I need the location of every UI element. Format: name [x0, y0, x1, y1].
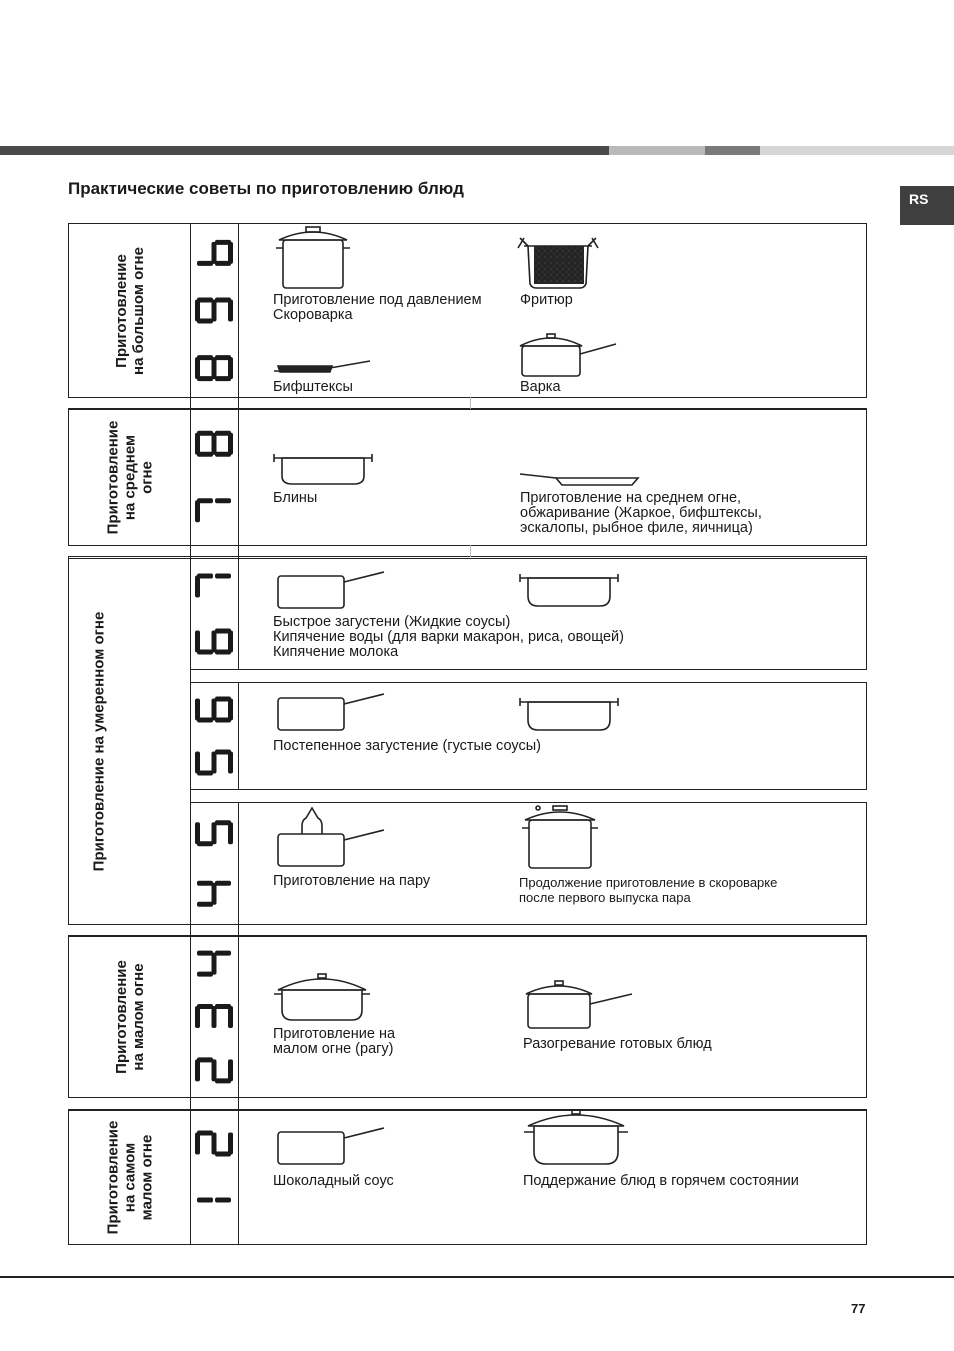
section-separator	[68, 545, 867, 557]
category-moderate-heat: Приготовление на умеренном огне	[90, 611, 108, 872]
item-label: Постепенное загустение (густые соусы)	[273, 738, 541, 754]
item-label: Варка	[520, 379, 561, 395]
item-label: Блины	[273, 490, 318, 506]
item-label: Приготовление на среднем огне, обжаривание (Жаркое, бифштексы, эскалопы, рыбное филе, яичница)	[520, 490, 762, 536]
item-label: Приготовление под давлением Скороварка	[273, 292, 482, 323]
item-label: Разогревание готовых блюд	[523, 1036, 712, 1052]
item-label: Приготовление на малом огне (рагу)	[273, 1026, 396, 1057]
item-label: Приготовление на пару	[273, 873, 431, 889]
category-high-heat: Приготовление на большом огне	[112, 246, 147, 375]
item-label: Поддержание блюд в горячем состоянии	[523, 1173, 799, 1189]
page-title: Практические советы по приготовлению блюд	[68, 179, 464, 198]
category-lowest-heat: Приготовление на самом малом огне	[103, 1120, 155, 1234]
item-label: Продолжение приготовление в скороварке после первого выпуска пара	[519, 875, 778, 905]
category-low-heat: Приготовление на малом огне	[112, 960, 147, 1074]
section-separator	[68, 924, 867, 936]
item-label: Шоколадный соус	[273, 1173, 394, 1189]
item-label: Фритюр	[520, 292, 573, 308]
category-medium-heat: Приготовление на среднем огне	[103, 420, 155, 535]
language-tab: RS	[900, 186, 954, 225]
header-color-bar	[0, 146, 954, 155]
item-label: Быстрое загустени (Жидкие соусы) Кипячение воды (для варки макарон, риса, овощей) Кипячение молока	[273, 614, 624, 660]
footer-rule	[0, 1276, 954, 1278]
page-number: 77	[851, 1301, 866, 1316]
item-label: Бифштексы	[273, 379, 353, 395]
section-separator	[68, 397, 867, 409]
